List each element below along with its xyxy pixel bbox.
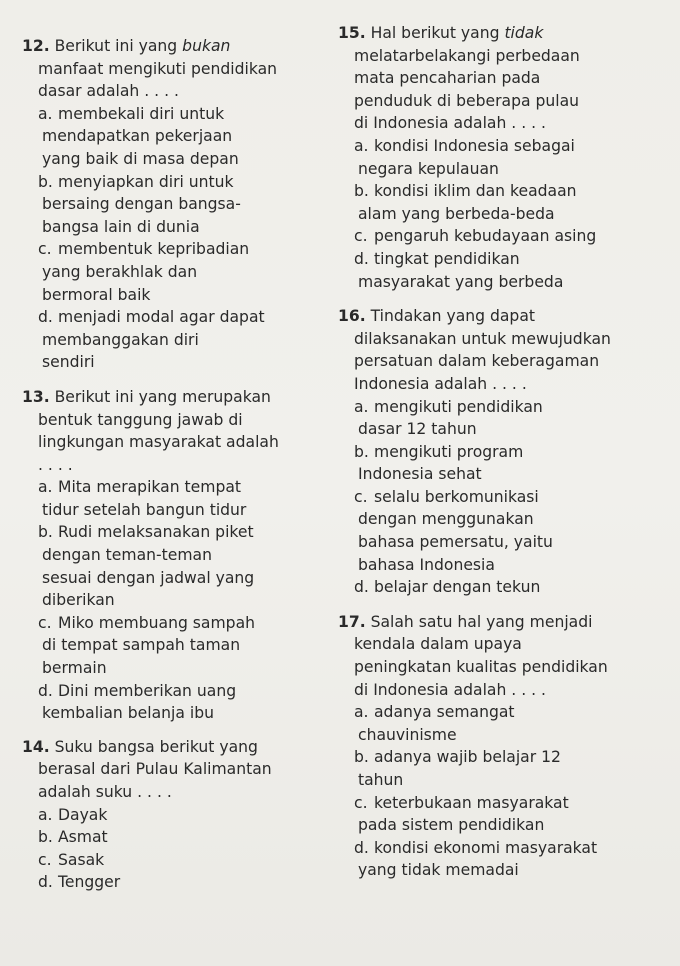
option-text: sendiri: [42, 353, 95, 372]
option-text: membanggakan diri: [42, 330, 199, 349]
option-text: Dini memberikan uang: [58, 681, 237, 700]
option-text: Asmat: [58, 828, 108, 847]
question-text-line-4: Indonesia adalah . . . .: [354, 374, 527, 393]
option-text: Indonesia sehat: [358, 465, 482, 484]
option-text: chauvinisme: [358, 725, 457, 744]
option-text: yang tidak memadai: [358, 861, 519, 880]
question-number: 16.: [338, 307, 366, 326]
option-letter: b.: [38, 172, 53, 191]
option-text: selalu berkomunikasi: [374, 487, 539, 506]
option-text: dengan teman-teman: [42, 546, 212, 565]
option-text: adanya wajib belajar 12: [374, 748, 561, 767]
option-letter: a.: [354, 136, 369, 155]
question-14: [22, 736, 334, 894]
option-a[interactable]: [22, 804, 334, 827]
option-text: tidur setelah bangun tidur: [42, 500, 247, 519]
question-text-line-3: adalah suku . . . .: [38, 783, 172, 801]
option-text: bangsa lain di dunia: [42, 217, 200, 236]
option-text: keterbukaan masyarakat: [374, 793, 569, 812]
question-15: [338, 22, 674, 293]
option-text: di tempat sampah taman: [42, 636, 241, 655]
option-b[interactable]: [22, 826, 334, 849]
option-text: membentuk kepribadian: [58, 240, 250, 259]
option-text: bermoral baik: [42, 285, 151, 304]
option-c[interactable]: [338, 792, 674, 815]
option-text: Sasak: [58, 850, 105, 869]
question-text-line-3: mata pencaharian pada: [354, 69, 541, 88]
option-letter: b.: [354, 442, 369, 461]
option-letter: d.: [354, 838, 369, 857]
option-letter: a.: [38, 805, 53, 824]
option-text: mengikuti program: [374, 442, 524, 461]
option-a[interactable]: [338, 701, 674, 724]
option-text: bermain: [42, 659, 107, 678]
option-letter: a.: [38, 478, 53, 497]
question-text-line-1: Hal berikut yang tidak: [370, 24, 544, 42]
question-text-line-3: peningkatan kualitas pendidikan: [354, 658, 608, 677]
option-text: Dayak: [58, 805, 108, 824]
option-text: kondisi ekonomi masyarakat: [374, 838, 598, 857]
question-text-line-5: di Indonesia adalah . . . .: [354, 114, 546, 133]
option-text: Rudi melaksanakan piket: [58, 523, 254, 542]
option-letter: a.: [354, 703, 369, 722]
option-text: bersaing dengan bangsa-: [42, 195, 241, 214]
option-letter: c.: [38, 850, 52, 869]
option-letter: b.: [38, 828, 53, 847]
option-text: yang baik di masa depan: [42, 149, 239, 168]
question-text-line-3: dasar adalah . . . .: [38, 82, 179, 101]
option-d[interactable]: [22, 680, 334, 703]
question-number: 14.: [22, 737, 50, 756]
option-d[interactable]: [338, 576, 674, 599]
option-text: bahasa pemersatu, yaitu: [358, 533, 553, 552]
option-letter: c.: [354, 793, 368, 812]
question-text-line-1: Berikut ini yang merupakan: [54, 387, 271, 406]
option-c[interactable]: [338, 225, 674, 248]
option-text: pengaruh kebudayaan asing: [374, 227, 597, 246]
option-c[interactable]: [338, 486, 674, 509]
option-text: Mita merapikan tempat: [58, 478, 242, 497]
option-letter: c.: [354, 227, 368, 246]
option-letter: c.: [38, 240, 52, 259]
option-text: dengan menggunakan: [358, 510, 534, 529]
question-12: [22, 35, 334, 374]
option-a[interactable]: [22, 476, 334, 499]
option-letter: d.: [38, 873, 53, 892]
option-b[interactable]: [22, 171, 334, 194]
option-letter: c.: [354, 487, 368, 506]
option-b[interactable]: [338, 180, 674, 203]
option-text: alam yang berbeda-beda: [358, 204, 555, 223]
option-letter: b.: [38, 523, 53, 542]
question-number: 12.: [22, 37, 50, 55]
question-17: [338, 611, 674, 882]
option-letter: a.: [38, 104, 53, 123]
option-text: menjadi modal agar dapat: [58, 308, 265, 327]
option-text: menyiapkan diri untuk: [58, 172, 234, 191]
option-d[interactable]: [22, 306, 334, 329]
question-text-line-4: . . . .: [38, 455, 73, 474]
option-letter: d.: [38, 681, 53, 700]
question-text-line-2: melatarbelakangi perbedaan: [354, 46, 580, 65]
option-text: pada sistem pendidikan: [358, 816, 545, 835]
option-text: negara kepulauan: [358, 159, 499, 178]
option-text: Miko membuang sampah: [58, 613, 256, 632]
option-text: diberikan: [42, 591, 115, 610]
question-text-line-3: lingkungan masyarakat adalah: [38, 433, 279, 452]
option-text: bahasa Indonesia: [358, 555, 495, 574]
question-number: 17.: [338, 612, 366, 631]
question-text-line-3: persatuan dalam keberagaman: [354, 352, 600, 371]
option-text: masyarakat yang berbeda: [358, 272, 564, 291]
question-text-line-2: kendala dalam upaya: [354, 635, 522, 654]
option-c[interactable]: [22, 612, 334, 635]
option-text: dasar 12 tahun: [358, 420, 477, 439]
option-a[interactable]: [338, 135, 674, 158]
option-text: belajar dengan tekun: [374, 578, 541, 597]
option-text: adanya semangat: [374, 703, 515, 722]
option-text: sesuai dengan jadwal yang: [42, 568, 255, 587]
option-letter: d.: [354, 249, 369, 268]
question-text-line: Berikut ini yang bukan: [54, 37, 231, 55]
option-text: yang berakhlak dan: [42, 262, 198, 281]
option-text: membekali diri untuk: [58, 104, 225, 123]
question-text-line-4: di Indonesia adalah . . . .: [354, 680, 546, 699]
left-column: [22, 22, 334, 894]
option-text: kondisi iklim dan keadaan: [374, 182, 577, 201]
option-text: mengikuti pendidikan: [374, 397, 543, 416]
option-text: mendapatkan pekerjaan: [42, 127, 233, 146]
question-text-line-2: berasal dari Pulau Kalimantan: [38, 760, 272, 779]
option-letter: d.: [354, 578, 369, 597]
option-b[interactable]: [338, 746, 674, 769]
question-text-line-4: penduduk di beberapa pulau: [354, 91, 580, 110]
option-c[interactable]: [22, 849, 334, 872]
question-number: 13.: [22, 387, 50, 406]
question-number: 15.: [338, 24, 366, 42]
question-text-line-2: manfaat mengikuti pendidikan: [38, 59, 278, 78]
option-letter: a.: [354, 397, 369, 416]
option-text: tingkat pendidikan: [374, 249, 520, 268]
option-a[interactable]: [338, 396, 674, 419]
option-letter: c.: [38, 613, 52, 632]
question-text-line-1: Tindakan yang dapat: [370, 307, 536, 326]
question-text-line-1: Salah satu hal yang menjadi: [370, 612, 593, 631]
question-13: [22, 386, 334, 725]
option-d[interactable]: [338, 248, 674, 271]
option-letter: d.: [38, 308, 53, 327]
option-a[interactable]: [22, 103, 334, 126]
option-d[interactable]: [338, 837, 674, 860]
option-text: kondisi Indonesia sebagai: [374, 136, 575, 155]
option-c[interactable]: [22, 238, 334, 261]
option-text: kembalian belanja ibu: [42, 704, 214, 723]
option-text: Tengger: [58, 873, 121, 892]
option-b[interactable]: [22, 521, 334, 544]
question-text-line-2: dilaksanakan untuk mewujudkan: [354, 329, 611, 348]
option-d[interactable]: [22, 871, 334, 894]
right-column: [338, 22, 674, 882]
option-letter: b.: [354, 182, 369, 201]
option-text: tahun: [358, 771, 404, 789]
option-b[interactable]: [338, 441, 674, 464]
option-letter: b.: [354, 748, 369, 767]
question-text-line-1: Suku bangsa berikut yang: [54, 737, 258, 756]
question-16: [338, 305, 674, 599]
question-text-line-2: bentuk tanggung jawab di: [38, 410, 243, 429]
